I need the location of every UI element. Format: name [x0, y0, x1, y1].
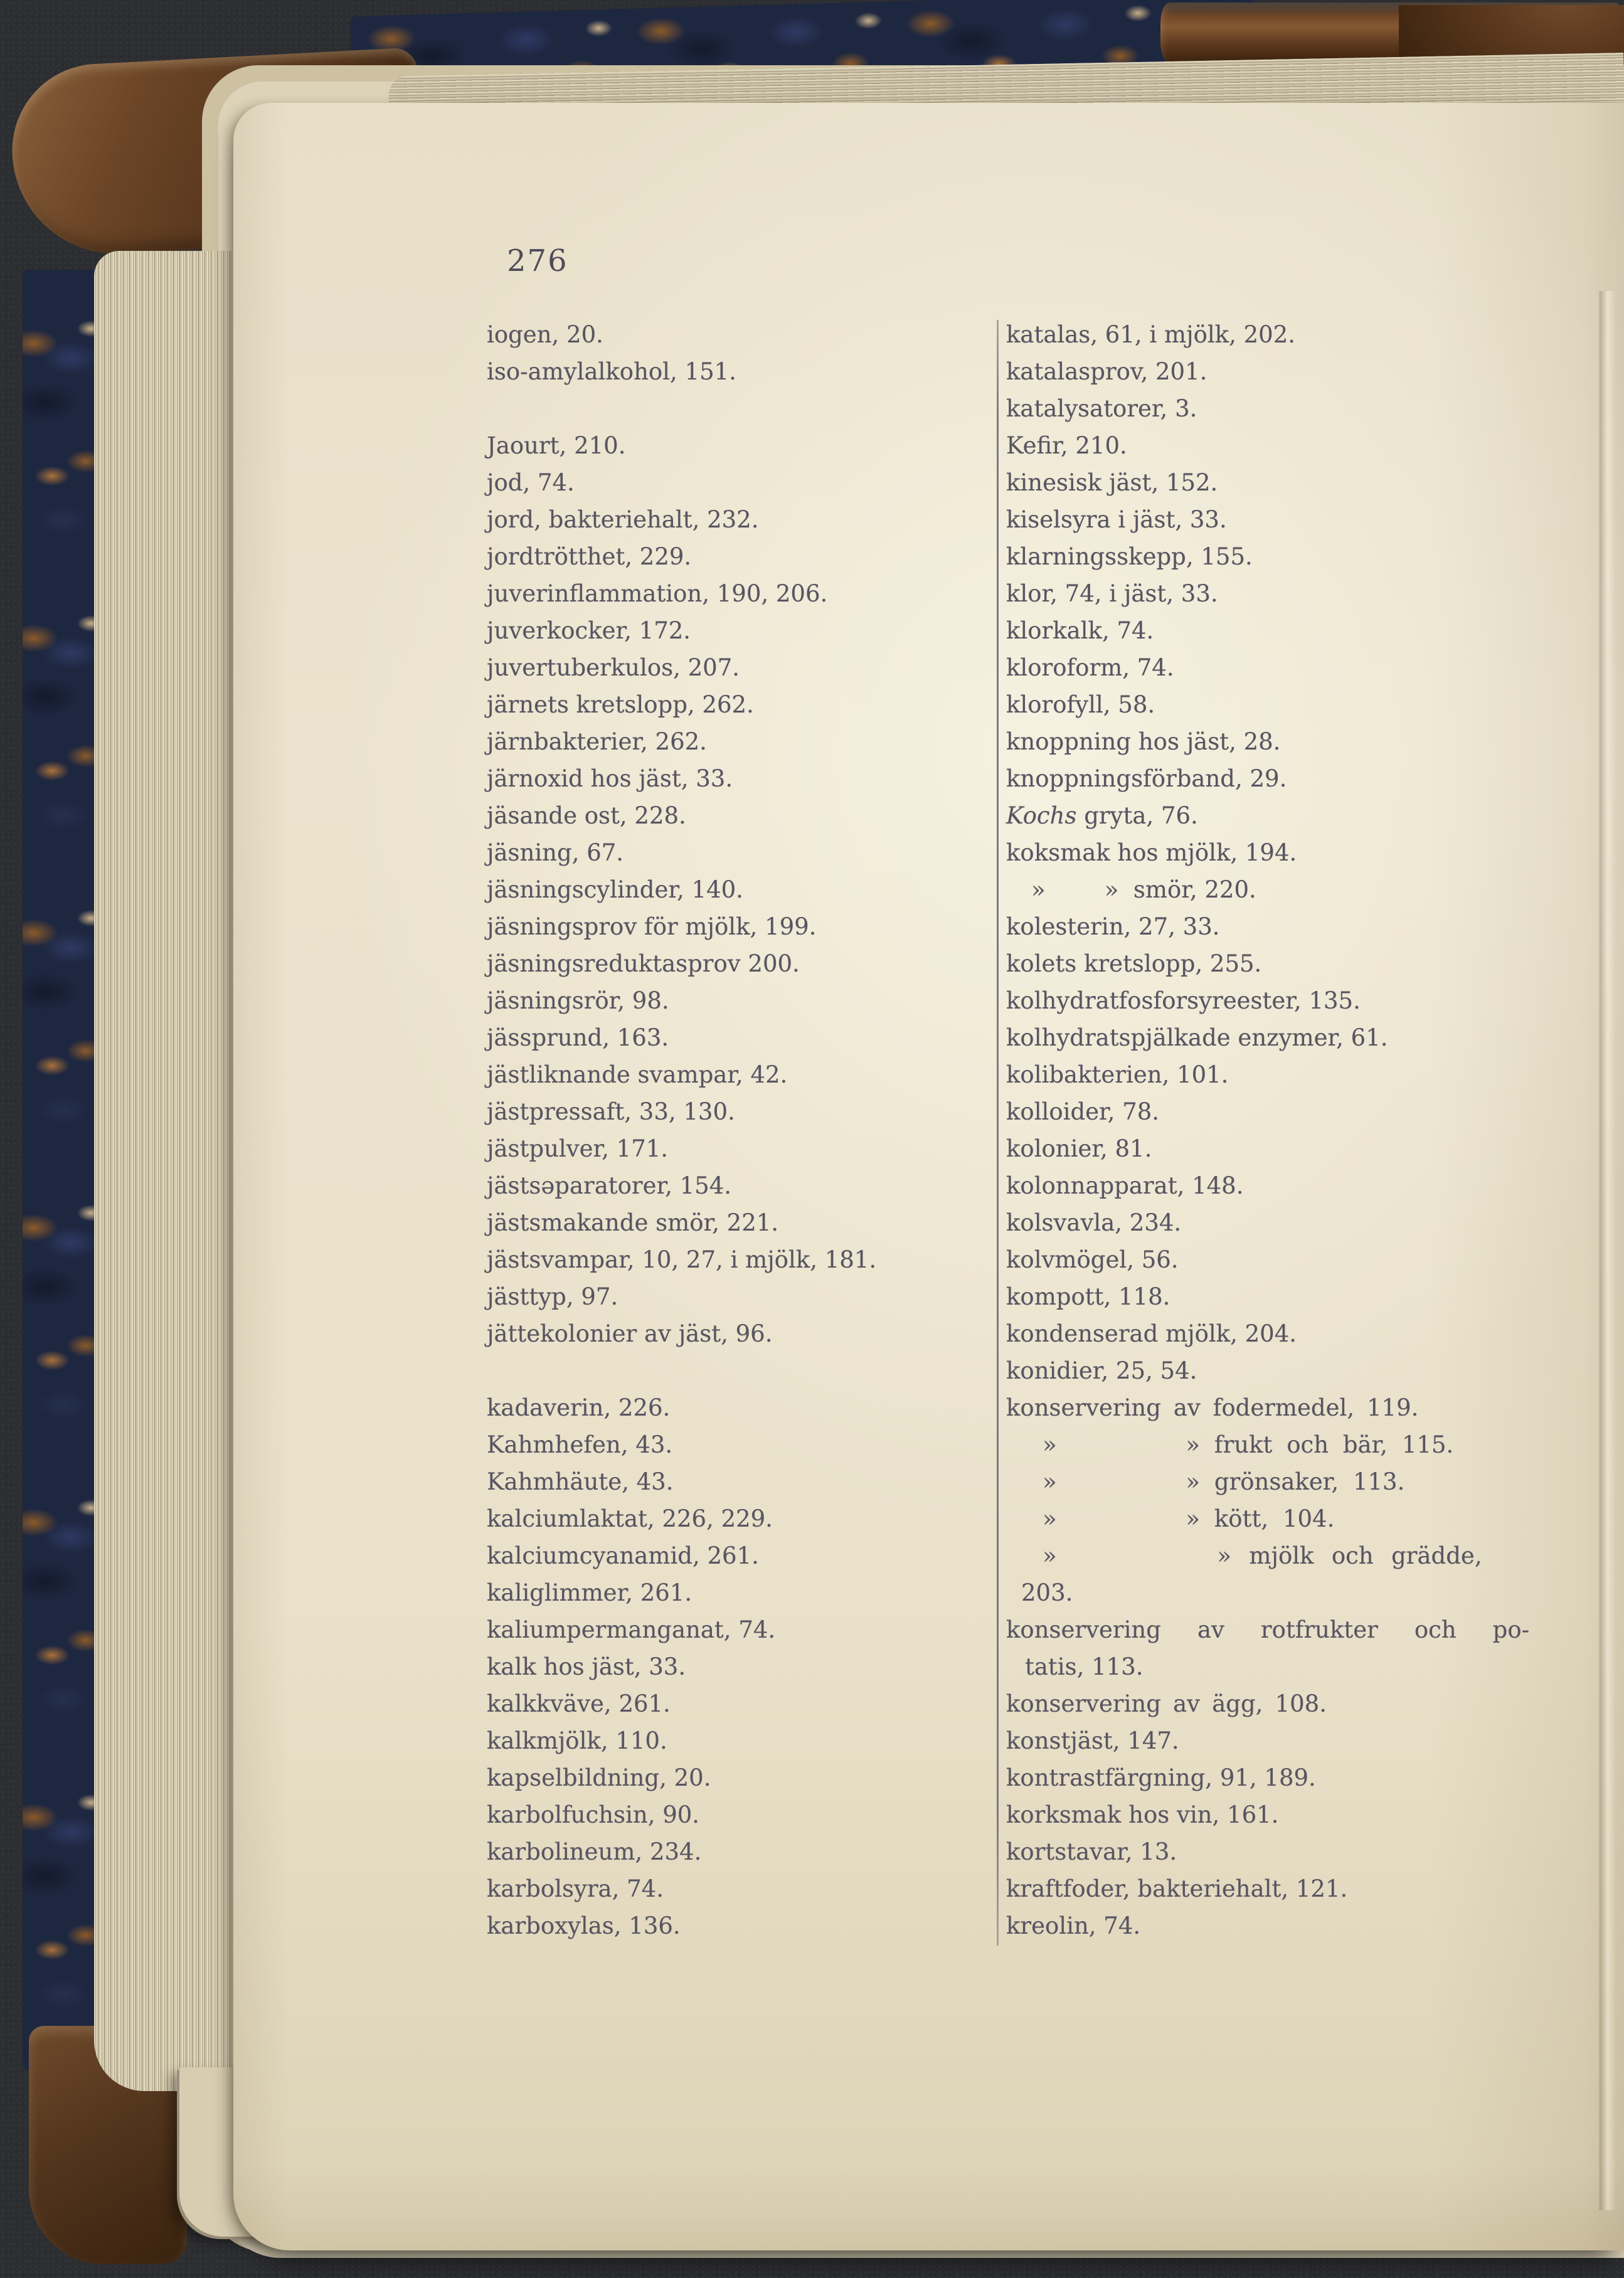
index-column-right: [1006, 316, 1621, 1944]
index-entry: jäsande ost, 228.: [487, 802, 686, 829]
index-entry: kortstavar, 13.: [1006, 1838, 1177, 1865]
index-entry: jäsningsprov för mjölk, 199.: [487, 913, 817, 940]
index-entry: kondenserad mjölk, 204.: [1006, 1320, 1297, 1347]
index-entry: kalk hos jäst, 33.: [487, 1653, 686, 1680]
index-entry: jod, 74.: [487, 469, 575, 496]
index-entry: järnets kretslopp, 262.: [487, 691, 754, 718]
index-entry: juverinflammation, 190, 206.: [487, 580, 828, 607]
index-entry: katalasprov, 201.: [1006, 358, 1207, 385]
back-cover-marble-left-edge: [23, 270, 97, 2070]
index-entry: katalas, 61, i mjölk, 202.: [1006, 321, 1296, 348]
index-entry: knoppningsförband, 29.: [1006, 765, 1287, 792]
index-entry: kloroform, 74.: [1006, 654, 1174, 681]
index-entry: kolhydratspjälkade enzymer, 61.: [1006, 1024, 1388, 1051]
index-entry: » » mjölk och grädde,: [1043, 1542, 1482, 1569]
index-entry: karbolfuchsin, 90.: [487, 1801, 700, 1828]
page-edges-left: [94, 251, 240, 2091]
index-entry: konidier, 25, 54.: [1006, 1357, 1197, 1384]
index-entry: » » frukt och bär, 115.: [1043, 1431, 1454, 1458]
index-entry: kolloider, 78.: [1006, 1098, 1160, 1125]
index-entry: jord, bakteriehalt, 232.: [487, 506, 759, 533]
index-entry: kolhydratfosforsyreester, 135.: [1006, 987, 1361, 1014]
index-entry: jästliknande svampar, 42.: [487, 1061, 788, 1088]
index-entry: klor, 74, i jäst, 33.: [1006, 580, 1218, 607]
index-entry: kaliglimmer, 261.: [487, 1579, 693, 1606]
index-entry: juvertuberkulos, 207.: [487, 654, 740, 681]
index-entry: järnbakterier, 262.: [487, 728, 707, 755]
index-entry: kolets kretslopp, 255.: [1006, 950, 1262, 977]
index-blank-line: [487, 390, 989, 427]
index-entry: jästpulver, 171.: [487, 1135, 669, 1162]
index-entry: jästsmakande smör, 221.: [487, 1209, 779, 1236]
index-entry: klorofyll, 58.: [1006, 691, 1155, 718]
column-divider-rule: [997, 320, 999, 1946]
index-entry: kontrastfärgning, 91, 189.: [1006, 1764, 1316, 1791]
index-entry: tatis, 113.: [1025, 1653, 1144, 1680]
index-entry: jästsəparatorer, 154.: [487, 1172, 732, 1199]
index-entry: 203.: [1021, 1579, 1073, 1606]
index-entry: jästsvampar, 10, 27, i mjölk, 181.: [487, 1246, 877, 1273]
index-entry: jäsning, 67.: [487, 839, 624, 866]
index-entry: klorkalk, 74.: [1006, 617, 1154, 644]
index-entry: katalysatorer, 3.: [1006, 395, 1197, 422]
index-entry: Jaourt, 210.: [487, 432, 626, 459]
page-number: 276: [507, 243, 568, 278]
index-entry: kadaverin, 226.: [487, 1394, 671, 1421]
index-entry: konservering av rotfrukter och po-: [1006, 1616, 1530, 1643]
index-entry: jästtyp, 97.: [487, 1283, 618, 1310]
index-entry: karbolineum, 234.: [487, 1838, 702, 1865]
index-blank-line: [487, 1352, 989, 1389]
index-entry: jäsningsrör, 98.: [487, 987, 669, 1014]
index-entry: kolonnapparat, 148.: [1006, 1172, 1244, 1199]
index-entry: järnoxid hos jäst, 33.: [487, 765, 733, 792]
index-entry: klarningsskepp, 155.: [1006, 543, 1253, 570]
index-entry: korksmak hos vin, 161.: [1006, 1801, 1279, 1828]
index-entry: knoppning hos jäst, 28.: [1006, 728, 1281, 755]
index-entry: jäsningsreduktasprov 200.: [487, 950, 800, 977]
index-entry: konstjäst, 147.: [1006, 1727, 1179, 1754]
index-entry: kalkkväve, 261.: [487, 1690, 671, 1717]
index-entry: kraftfoder, bakteriehalt, 121.: [1006, 1875, 1348, 1902]
index-entry: iogen, 20.: [487, 321, 603, 348]
index-entry: kaliumpermanganat, 74.: [487, 1616, 776, 1643]
index-entry: kreolin, 74.: [1006, 1912, 1141, 1939]
index-entry: iso-amylalkohol, 151.: [487, 358, 736, 385]
index-entry: kiselsyra i jäst, 33.: [1006, 506, 1227, 533]
index-entry: kalciumlaktat, 226, 229.: [487, 1505, 773, 1532]
index-entry: jästpressaft, 33, 130.: [487, 1098, 735, 1125]
index-entry: kolsvavla, 234.: [1006, 1209, 1182, 1236]
index-entry: karboxylas, 136.: [487, 1912, 681, 1939]
index-entry: karbolsyra, 74.: [487, 1875, 664, 1902]
index-entry: kolesterin, 27, 33.: [1006, 913, 1220, 940]
index-entry: konservering av ägg, 108.: [1006, 1690, 1327, 1717]
index-entry: kapselbildning, 20.: [487, 1764, 711, 1791]
index-entry: kalciumcyanamid, 261.: [487, 1542, 759, 1569]
index-entry: kinesisk jäst, 152.: [1006, 469, 1218, 496]
index-entry: » » smör, 220.: [1031, 876, 1256, 903]
index-entry: jässprund, 163.: [487, 1024, 669, 1051]
index-entry: kolonier, 81.: [1006, 1135, 1152, 1162]
index-entry: » » grönsaker, 113.: [1043, 1468, 1405, 1495]
index-entry: koksmak hos mjölk, 194.: [1006, 839, 1297, 866]
index-entry: jordtrötthet, 229.: [487, 543, 692, 570]
index-entry: Kahmhäute, 43.: [487, 1468, 674, 1495]
index-entry: kalkmjölk, 110.: [487, 1727, 667, 1754]
index-entry: kompott, 118.: [1006, 1283, 1170, 1310]
book-page: [233, 103, 1624, 2250]
index-entry: Kahmhefen, 43.: [487, 1431, 673, 1458]
index-entry: jäsningscylinder, 140.: [487, 876, 743, 903]
index-entry: jättekolonier av jäst, 96.: [487, 1320, 773, 1347]
index-entry: Kefir, 210.: [1006, 432, 1127, 459]
index-entry: » » kött, 104.: [1043, 1505, 1335, 1532]
index-entry: juverkocker, 172.: [487, 617, 691, 644]
index-entry: kolvmögel, 56.: [1006, 1246, 1179, 1273]
index-entry: konservering av fodermedel, 119.: [1006, 1394, 1419, 1421]
index-column-left: [487, 316, 989, 1944]
index-entry: Kochs gryta, 76.: [1006, 802, 1198, 829]
index-entry: kolibakterien, 101.: [1006, 1061, 1229, 1088]
